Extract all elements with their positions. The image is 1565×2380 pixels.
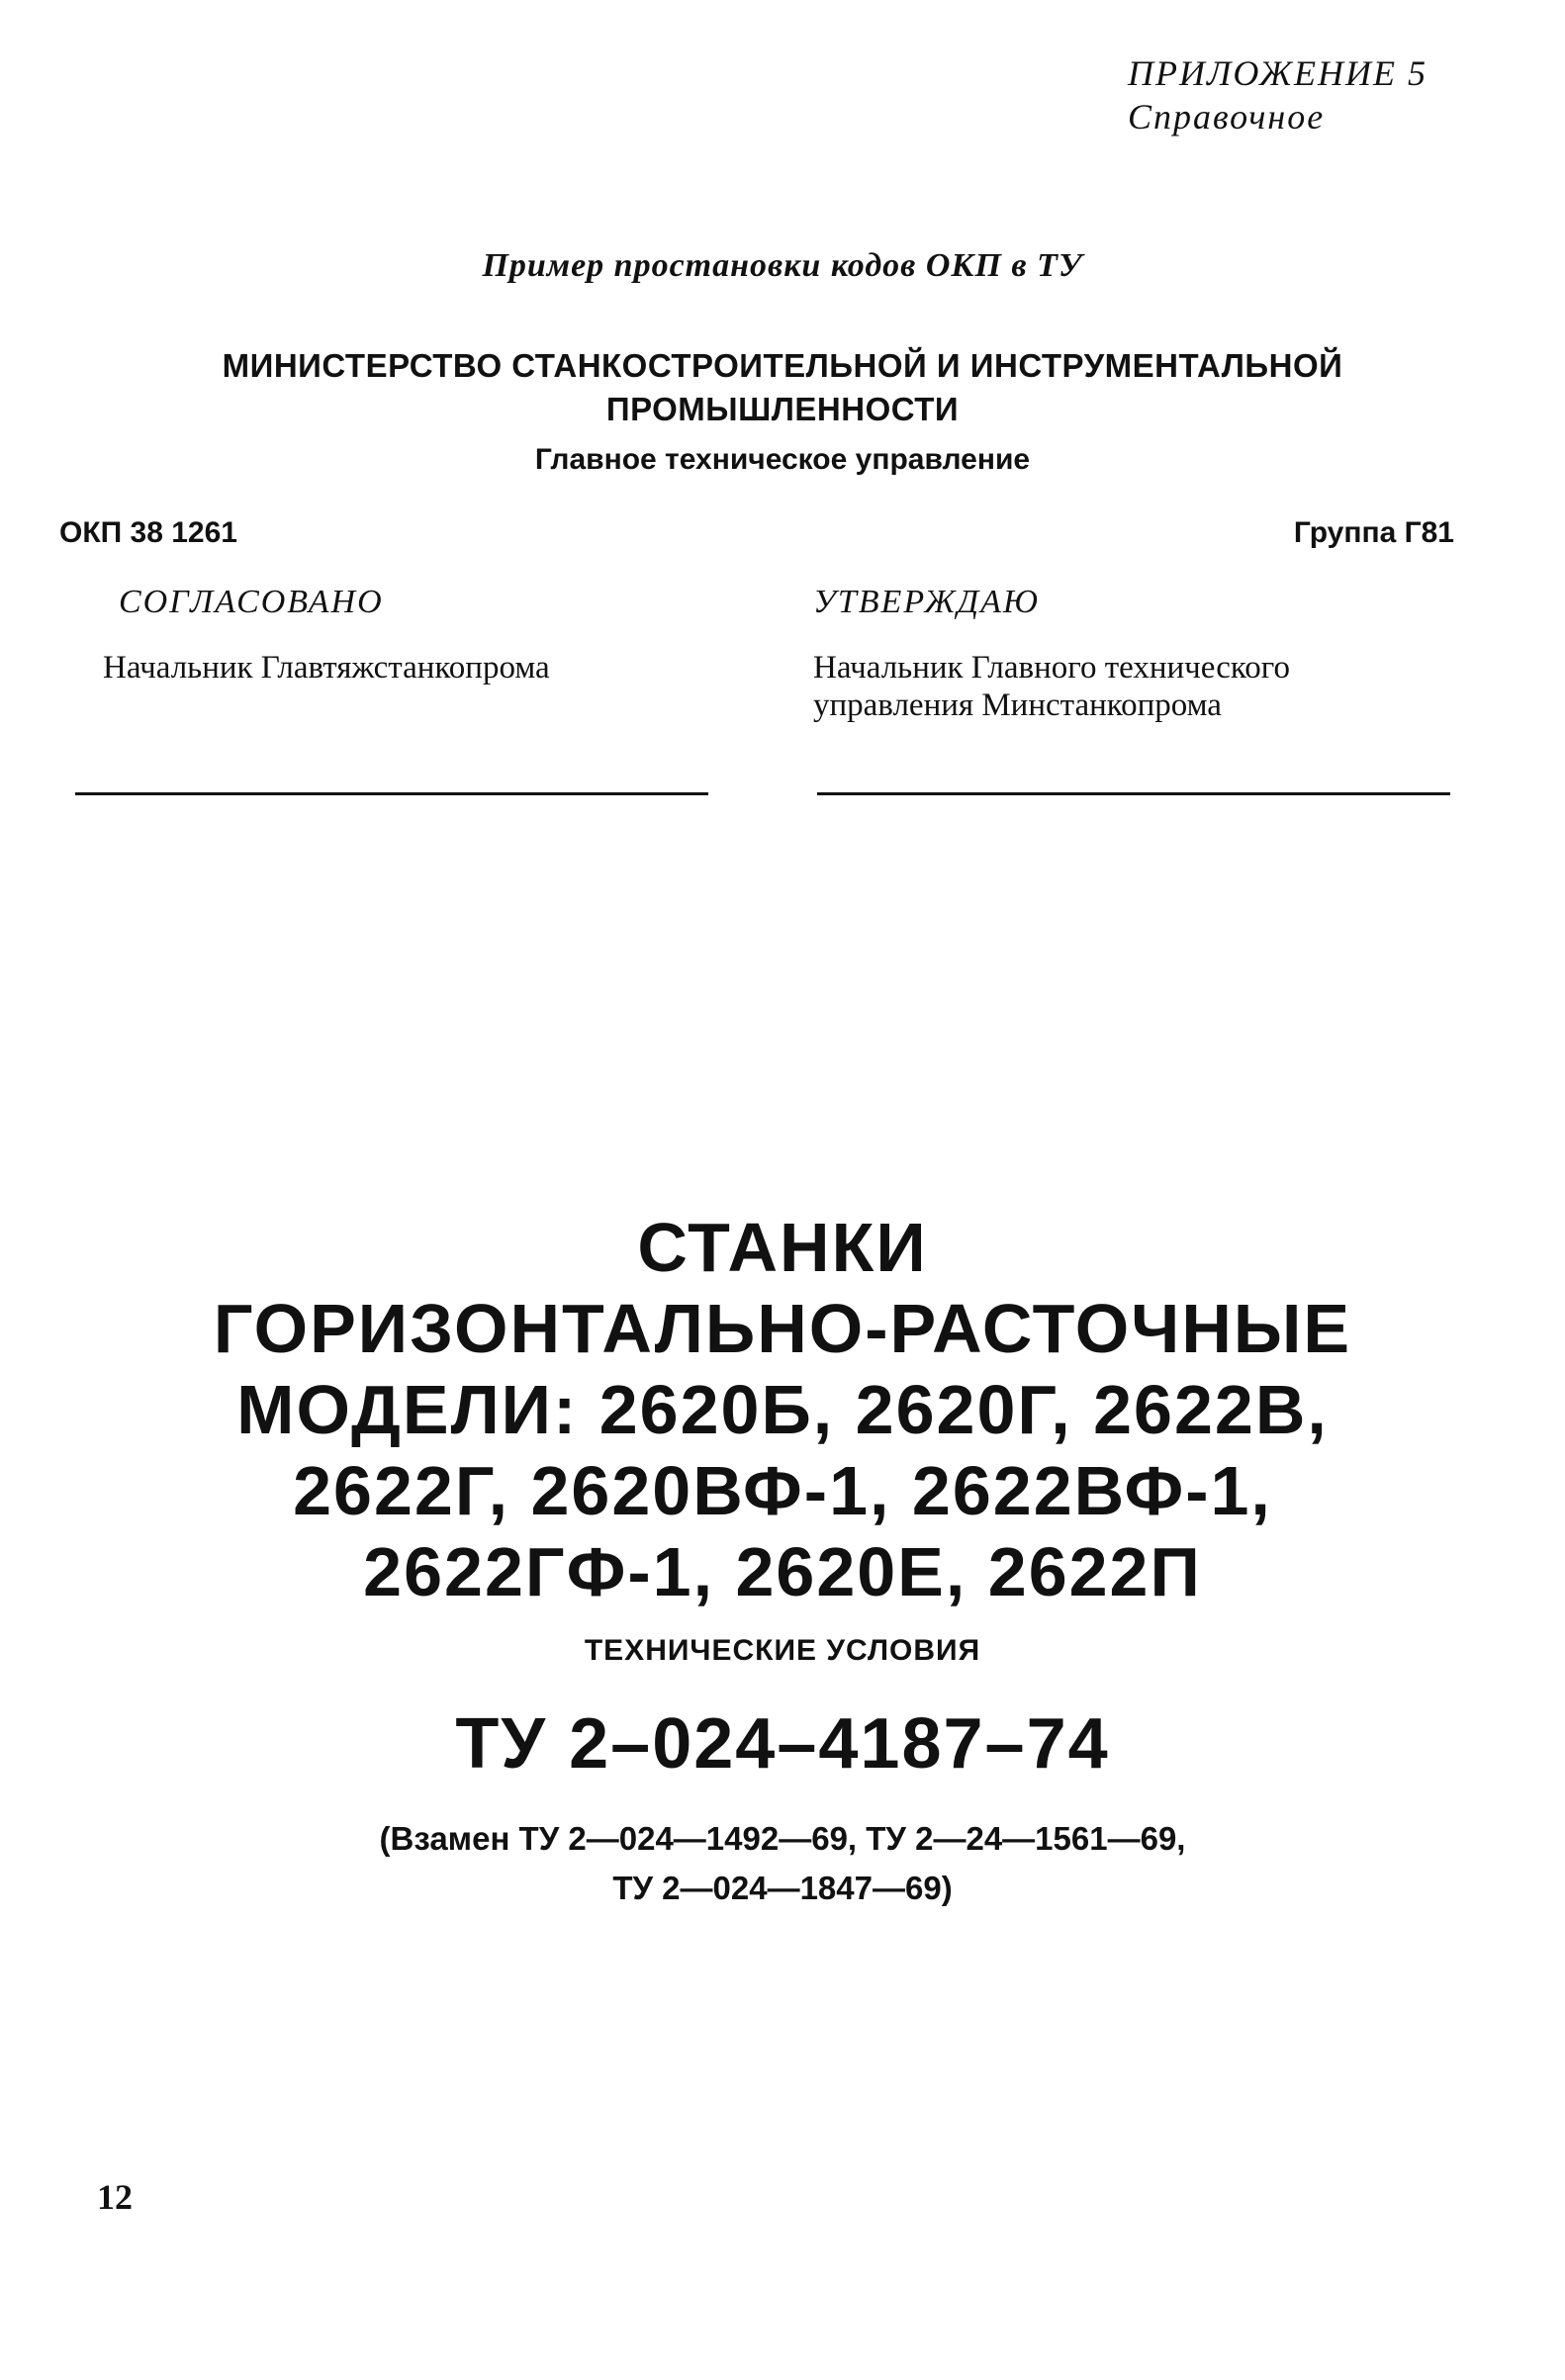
agreed-signature-line: [75, 792, 708, 795]
approve-text: [813, 649, 1446, 724]
page-number: 12: [97, 2177, 133, 2217]
example-caption: Пример простановки кодов ОКП в ТУ: [482, 247, 1083, 284]
ministry-line-1: МИНИСТЕРСТВО СТАНКОСТРОИТЕЛЬНОЙ И ИНСТРУМЕНТАЛЬНОЙ: [222, 347, 1343, 384]
title-line-4: 2622Г, 2620ВФ-1, 2622ВФ-1,: [293, 1452, 1272, 1529]
approve-text-line-1: Начальник Главного технического: [813, 650, 1290, 686]
approve-heading: УТВЕРЖДАЮ: [813, 584, 1040, 620]
agreed-text: Начальник Главтяжстанкопрома: [103, 650, 550, 686]
replaces-note: [0, 1814, 1565, 1913]
replaces-line-1: (Взамен ТУ 2—024—1492—69, ТУ 2—24—1561—69,: [379, 1820, 1186, 1857]
appendix-header: [1128, 51, 1427, 138]
title-line-5: 2622ГФ-1, 2620Е, 2622П: [363, 1533, 1202, 1610]
spec-type: ТЕХНИЧЕСКИЕ УСЛОВИЯ: [584, 1634, 981, 1667]
spec-number: ТУ 2–024–4187–74: [455, 1704, 1110, 1784]
ministry-line-2: ПРОМЫШЛЕННОСТИ: [605, 391, 960, 427]
directorate-name: Главное техническое управление: [534, 443, 1031, 476]
approve-signature-line: [817, 792, 1450, 795]
appendix-note: Справочное: [1128, 97, 1326, 137]
ministry-name: [0, 344, 1565, 431]
replaces-line-2: ТУ 2—024—1847—69): [612, 1870, 953, 1906]
appendix-label: ПРИЛОЖЕНИЕ 5: [1128, 53, 1427, 93]
approve-text-line-2: управления Минстанкопрома: [813, 687, 1222, 723]
title-line-3: МОДЕЛИ: 2620Б, 2620Г, 2622В,: [236, 1371, 1329, 1448]
title-line-2: ГОРИЗОНТАЛЬНО-РАСТОЧНЫЕ: [213, 1290, 1352, 1367]
okp-code: ОКП 38 1261: [59, 516, 237, 549]
group-code: Группа Г81: [1293, 516, 1454, 549]
agreed-heading: СОГЛАСОВАНО: [119, 584, 384, 620]
title-line-1: СТАНКИ: [637, 1209, 928, 1286]
document-title: [0, 1207, 1565, 1612]
